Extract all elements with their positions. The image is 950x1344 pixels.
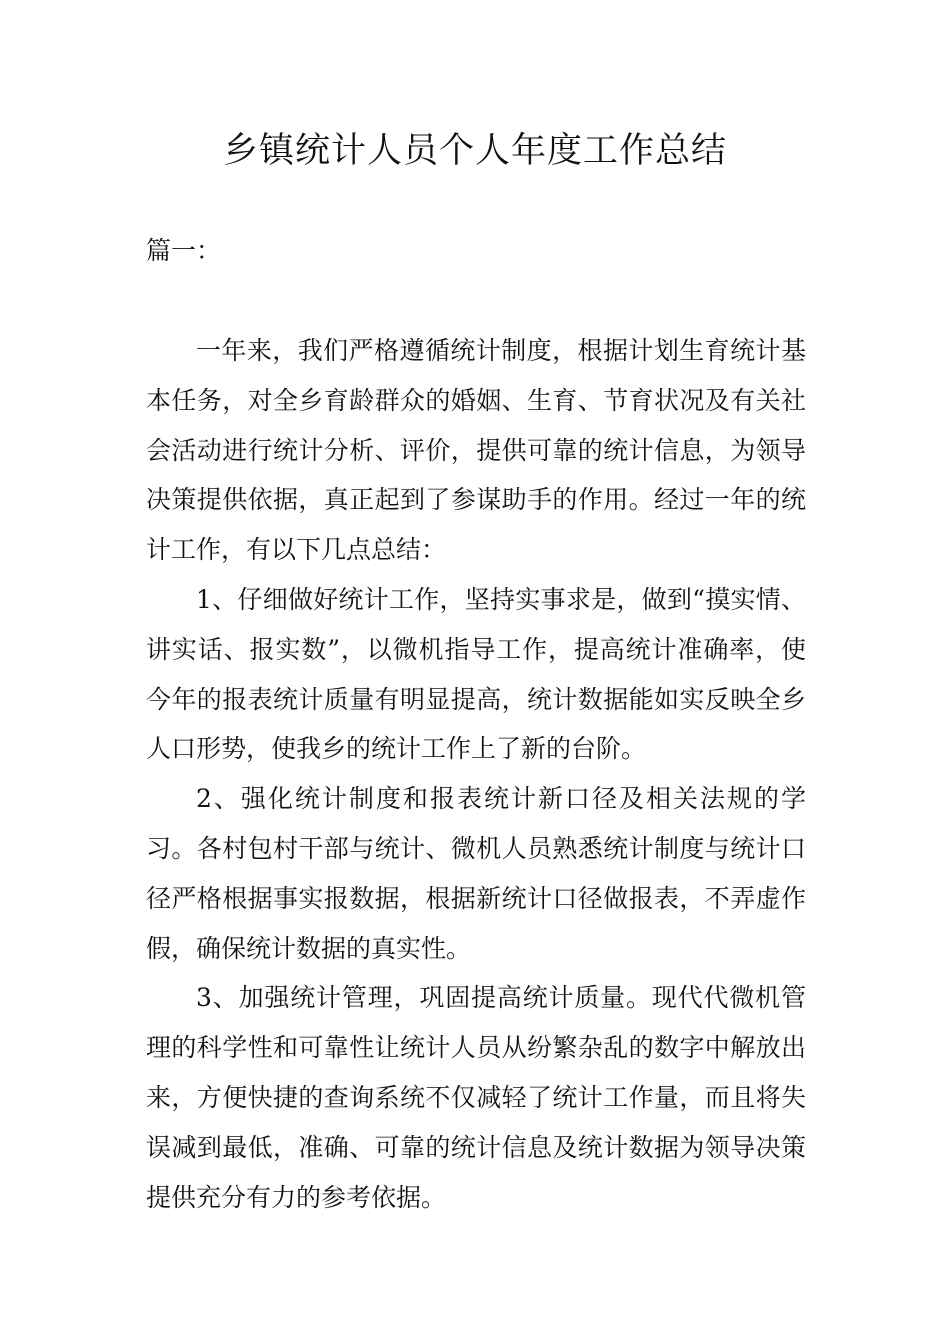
paragraph-point-1: 1、仔细做好统计工作，坚持实事求是，做到“摸实情、讲实话、报实数”，以微机指导工作，提高统计准确率，使今年的报表统计质量有明显提高，统计数据能如实反映全乡人口形势，使我乡的统计工作上了新的台阶。 xyxy=(146,584,806,764)
paragraph-point-3: 3、加强统计管理，巩固提高统计质量。现代代微机管理的科学性和可靠性让统计人员从纷繁杂乱的数字中解放出来，方便快捷的查询系统不仅减轻了统计工作量，而且将失误减到最低，准确、可靠的统计信息及统计数据为领导决策提供充分有力的参考依据。 xyxy=(146,983,806,1212)
paragraph-intro: 一年来，我们严格遵循统计制度，根据计划生育统计基本任务，对全乡育龄群众的婚姻、生育、节育状况及有关社会活动进行统计分析、评价，提供可靠的统计信息，为领导决策提供依据，真正起到了参谋助手的作用。经过一年的统计工作，有以下几点总结： xyxy=(146,336,806,565)
paragraph-point-2: 2、强化统计制度和报表统计新口径及相关法规的学习。各村包村干部与统计、微机人员熟悉统计制度与统计口径严格根据事实报数据，根据新统计口径做报表，不弄虚作假，确保统计数据的真实性。 xyxy=(146,784,806,963)
document-title: 乡镇统计人员个人年度工作总结 xyxy=(222,131,727,171)
section-label: 篇一： xyxy=(146,236,222,265)
document-body xyxy=(146,326,806,1222)
